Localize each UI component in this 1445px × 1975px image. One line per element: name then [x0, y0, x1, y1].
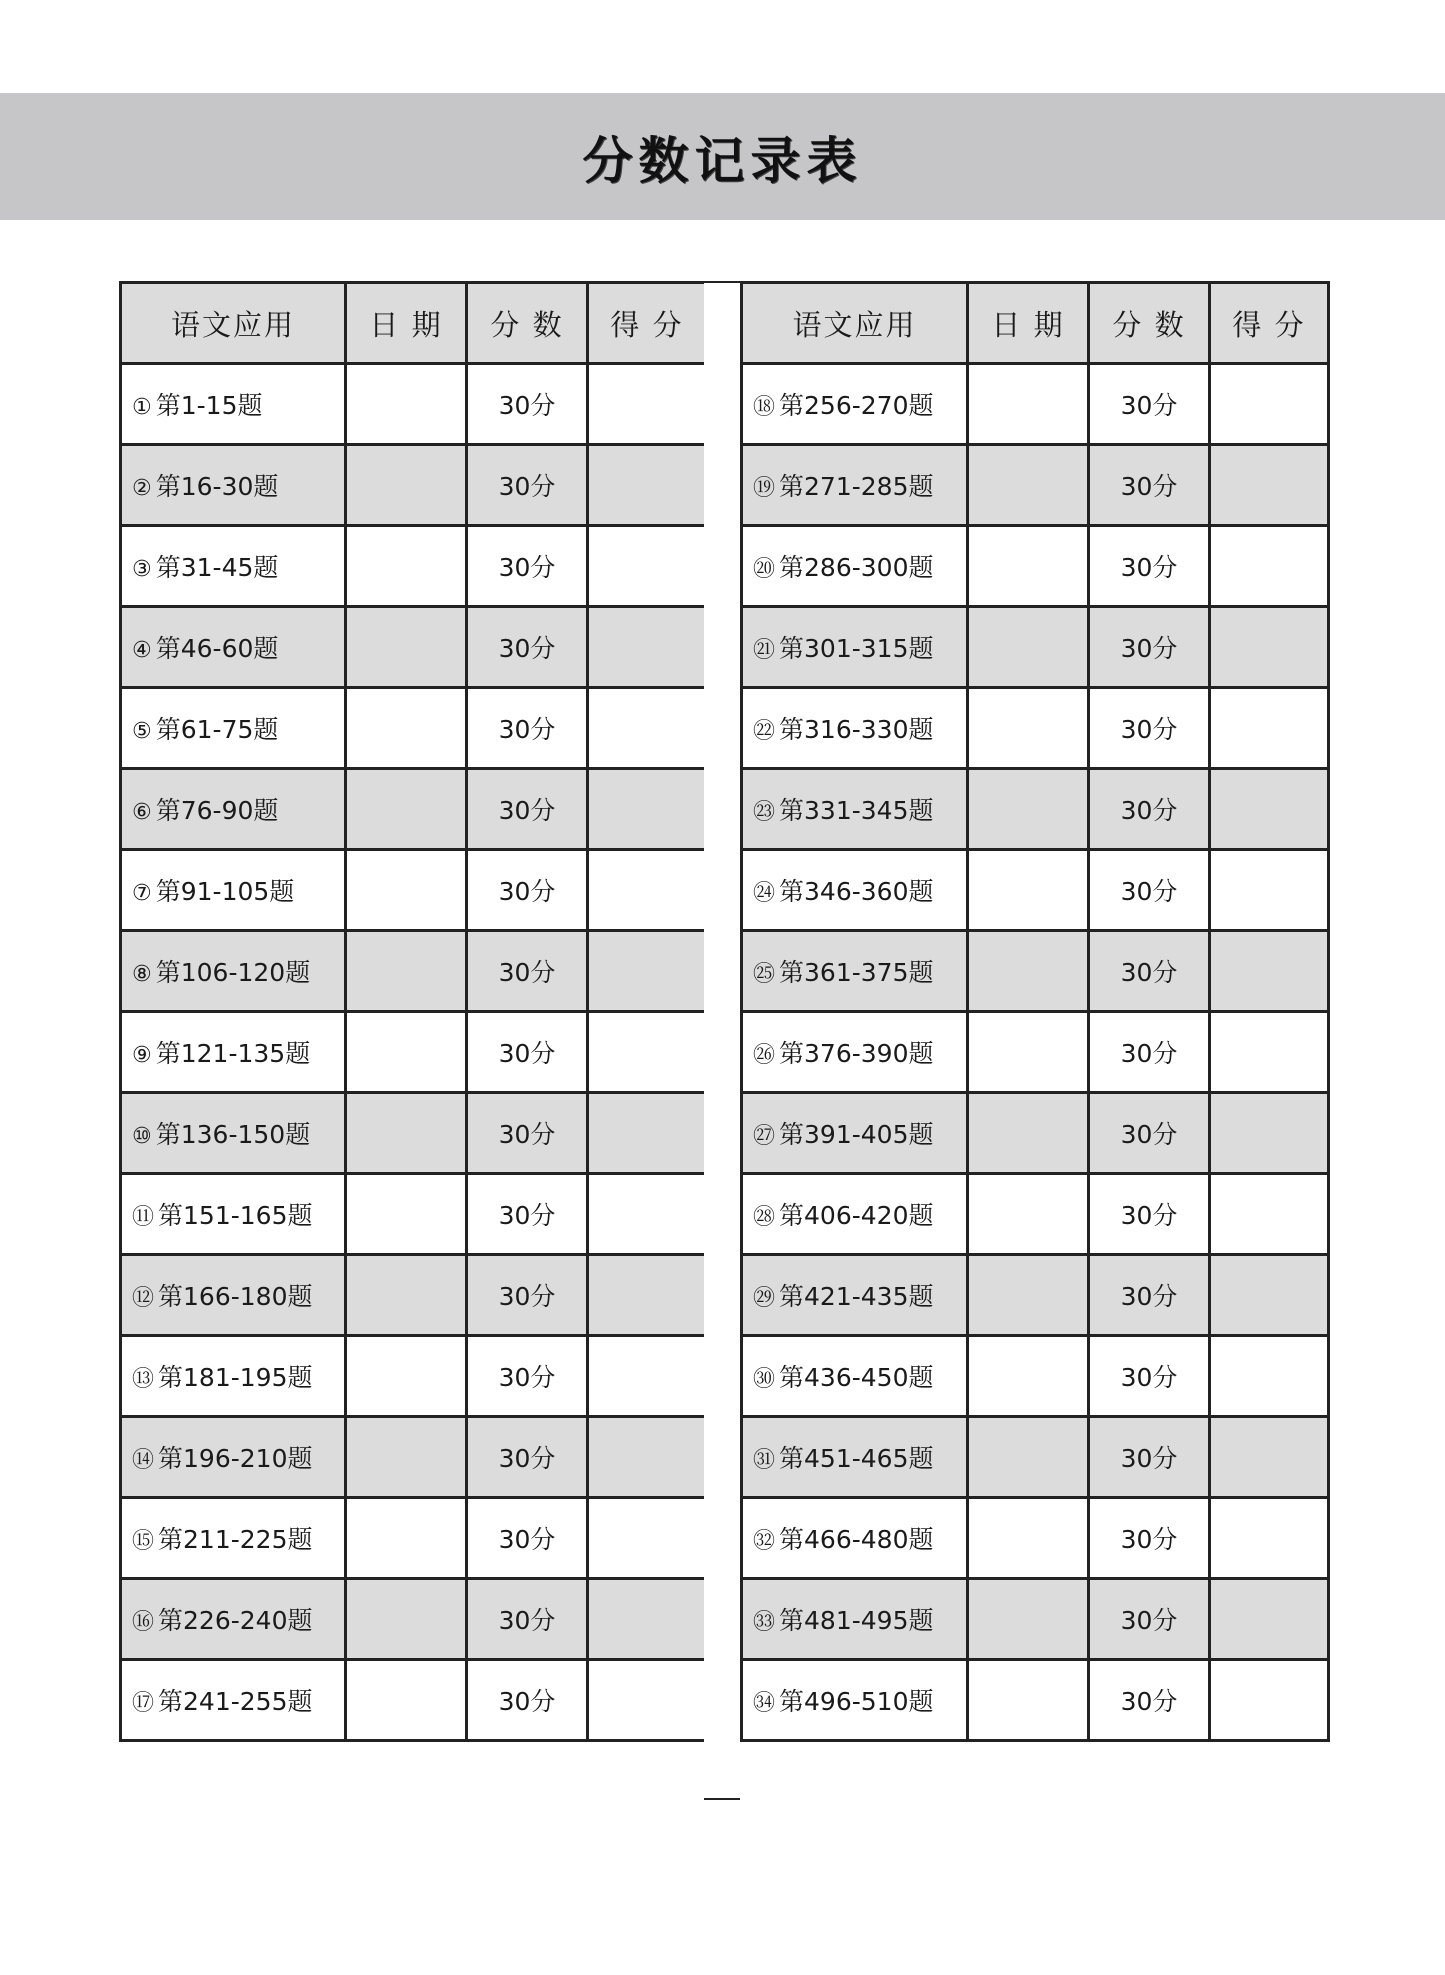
item-number: ㉞ [753, 1691, 776, 1716]
full-score-cell: 30分 [467, 850, 588, 931]
got-score-cell[interactable] [1210, 1174, 1329, 1255]
item-cell [121, 1579, 346, 1660]
got-score-cell[interactable] [588, 1012, 707, 1093]
header-date: 日 期 [968, 283, 1089, 364]
item-range: 第406-420题 [779, 1201, 934, 1230]
table-row [121, 850, 707, 931]
date-cell[interactable] [968, 1012, 1089, 1093]
item-cell [742, 1336, 968, 1417]
table-row [121, 1498, 707, 1579]
item-number: ④ [132, 638, 152, 663]
got-score-cell[interactable] [1210, 1255, 1329, 1336]
full-score-cell: 30分 [1089, 1579, 1210, 1660]
got-score-cell[interactable] [1210, 1498, 1329, 1579]
full-score-cell: 30分 [1089, 445, 1210, 526]
item-range: 第91-105题 [155, 877, 295, 906]
table-row [742, 1012, 1329, 1093]
full-score-cell: 30分 [467, 769, 588, 850]
item-cell [742, 1579, 968, 1660]
date-cell[interactable] [968, 1498, 1089, 1579]
item-number: ㉜ [753, 1529, 776, 1554]
item-number: ⑧ [132, 962, 152, 987]
item-number: ② [132, 476, 152, 501]
item-number: ⑱ [753, 395, 776, 420]
date-cell[interactable] [346, 526, 467, 607]
item-cell [121, 1012, 346, 1093]
got-score-cell[interactable] [1210, 1417, 1329, 1498]
item-range: 第16-30题 [155, 472, 279, 501]
item-range: 第451-465题 [779, 1444, 934, 1473]
item-number: ⑬ [132, 1367, 155, 1392]
title-banner [0, 93, 1445, 220]
got-score-cell[interactable] [588, 1660, 707, 1741]
got-score-cell[interactable] [1210, 1579, 1329, 1660]
full-score-cell: 30分 [467, 1093, 588, 1174]
got-score-cell[interactable] [588, 607, 707, 688]
item-range: 第271-285题 [779, 472, 934, 501]
item-cell [121, 1093, 346, 1174]
item-cell [121, 607, 346, 688]
full-score-cell: 30分 [1089, 526, 1210, 607]
item-cell [742, 850, 968, 931]
item-cell [121, 1336, 346, 1417]
got-score-cell[interactable] [588, 931, 707, 1012]
got-score-cell[interactable] [1210, 1093, 1329, 1174]
item-range: 第211-225题 [158, 1525, 313, 1554]
date-cell[interactable] [346, 1417, 467, 1498]
item-range: 第76-90题 [155, 796, 279, 825]
date-cell[interactable] [346, 688, 467, 769]
date-cell[interactable] [346, 1498, 467, 1579]
date-cell[interactable] [968, 850, 1089, 931]
header-got-score: 得 分 [588, 283, 707, 364]
got-score-cell[interactable] [1210, 931, 1329, 1012]
table-row [742, 1498, 1329, 1579]
item-number: ㉛ [753, 1448, 776, 1473]
header-full-score: 分 数 [467, 283, 588, 364]
got-score-cell[interactable] [588, 526, 707, 607]
item-cell [742, 526, 968, 607]
header-item: 语文应用 [121, 283, 346, 364]
date-cell[interactable] [968, 1660, 1089, 1741]
date-cell[interactable] [968, 1255, 1089, 1336]
got-score-cell[interactable] [1210, 607, 1329, 688]
item-number: ⑦ [132, 881, 152, 906]
item-cell [742, 1093, 968, 1174]
table-body-left [121, 364, 707, 1741]
full-score-cell: 30分 [467, 364, 588, 445]
got-score-cell[interactable] [1210, 1336, 1329, 1417]
table-row [742, 1660, 1329, 1741]
date-cell[interactable] [968, 1174, 1089, 1255]
item-range: 第181-195题 [158, 1363, 313, 1392]
item-range: 第256-270题 [779, 391, 934, 420]
header-got-score: 得 分 [1210, 283, 1329, 364]
item-range: 第346-360题 [779, 877, 934, 906]
full-score-cell: 30分 [467, 1336, 588, 1417]
item-cell [742, 1255, 968, 1336]
got-score-cell[interactable] [1210, 526, 1329, 607]
got-score-cell[interactable] [1210, 1012, 1329, 1093]
item-number: ⑫ [132, 1286, 155, 1311]
item-range: 第61-75题 [155, 715, 279, 744]
item-cell [742, 1174, 968, 1255]
full-score-cell: 30分 [467, 1255, 588, 1336]
table-row [742, 607, 1329, 688]
item-number: ㉘ [753, 1205, 776, 1230]
item-range: 第121-135题 [155, 1039, 311, 1068]
item-cell [121, 1255, 346, 1336]
table-row [121, 526, 707, 607]
full-score-cell: 30分 [1089, 607, 1210, 688]
full-score-cell: 30分 [1089, 1498, 1210, 1579]
got-score-cell[interactable] [588, 769, 707, 850]
got-score-cell[interactable] [588, 1498, 707, 1579]
full-score-cell: 30分 [467, 1498, 588, 1579]
item-cell [742, 1417, 968, 1498]
date-cell[interactable] [968, 1093, 1089, 1174]
item-range: 第316-330题 [779, 715, 934, 744]
item-number: ㉓ [753, 800, 776, 825]
item-cell [742, 607, 968, 688]
date-cell[interactable] [346, 1660, 467, 1741]
table-row [121, 931, 707, 1012]
item-range: 第436-450题 [779, 1363, 934, 1392]
item-cell [121, 1660, 346, 1741]
got-score-cell[interactable] [1210, 364, 1329, 445]
table-row [742, 1093, 1329, 1174]
table-row [742, 526, 1329, 607]
table-row [742, 1417, 1329, 1498]
got-score-cell[interactable] [588, 364, 707, 445]
date-cell[interactable] [968, 1336, 1089, 1417]
full-score-cell: 30分 [1089, 1174, 1210, 1255]
date-cell[interactable] [968, 931, 1089, 1012]
score-table-left [119, 281, 708, 1742]
table-row [742, 1255, 1329, 1336]
table-row [742, 850, 1329, 931]
full-score-cell: 30分 [1089, 931, 1210, 1012]
table-row [121, 1579, 707, 1660]
got-score-cell[interactable] [588, 1417, 707, 1498]
table-row [121, 607, 707, 688]
date-cell[interactable] [968, 1417, 1089, 1498]
table-row [742, 688, 1329, 769]
item-range: 第376-390题 [779, 1039, 934, 1068]
score-table-right [740, 281, 1330, 1742]
table-row [121, 1336, 707, 1417]
item-cell [742, 364, 968, 445]
item-number: ⑩ [132, 1124, 152, 1149]
item-number: ⑨ [132, 1043, 152, 1068]
item-number: ㉗ [753, 1124, 776, 1149]
table-row [742, 769, 1329, 850]
header-full-score: 分 数 [1089, 283, 1210, 364]
item-range: 第361-375题 [779, 958, 934, 987]
full-score-cell: 30分 [467, 607, 588, 688]
date-cell[interactable] [346, 445, 467, 526]
date-cell[interactable] [968, 607, 1089, 688]
item-range: 第166-180题 [158, 1282, 313, 1311]
item-cell [121, 1174, 346, 1255]
item-number: ⑥ [132, 800, 152, 825]
date-cell[interactable] [346, 607, 467, 688]
date-cell[interactable] [968, 1579, 1089, 1660]
item-cell [121, 850, 346, 931]
table-row [121, 769, 707, 850]
full-score-cell: 30分 [1089, 1336, 1210, 1417]
table-row [121, 1012, 707, 1093]
full-score-cell: 30分 [1089, 1417, 1210, 1498]
item-cell [121, 364, 346, 445]
item-cell [121, 688, 346, 769]
got-score-cell[interactable] [588, 1093, 707, 1174]
date-cell[interactable] [346, 931, 467, 1012]
item-number: ㉑ [753, 638, 776, 663]
table-header-row [742, 283, 1329, 364]
date-cell[interactable] [346, 1255, 467, 1336]
table-row [121, 688, 707, 769]
table-row [121, 364, 707, 445]
item-range: 第301-315题 [779, 634, 934, 663]
full-score-cell: 30分 [1089, 688, 1210, 769]
full-score-cell: 30分 [1089, 1660, 1210, 1741]
item-cell [742, 931, 968, 1012]
table-row [121, 1660, 707, 1741]
date-cell[interactable] [346, 1012, 467, 1093]
full-score-cell: 30分 [467, 1012, 588, 1093]
item-range: 第31-45题 [155, 553, 279, 582]
full-score-cell: 30分 [467, 445, 588, 526]
header-date: 日 期 [346, 283, 467, 364]
got-score-cell[interactable] [1210, 850, 1329, 931]
full-score-cell: 30分 [467, 931, 588, 1012]
got-score-cell[interactable] [588, 688, 707, 769]
date-cell[interactable] [968, 688, 1089, 769]
got-score-cell[interactable] [1210, 1660, 1329, 1741]
item-number: ⑯ [132, 1610, 155, 1635]
item-number: ㉚ [753, 1367, 776, 1392]
table-row [121, 1174, 707, 1255]
full-score-cell: 30分 [1089, 1093, 1210, 1174]
item-cell [742, 688, 968, 769]
item-number: ⑮ [132, 1529, 155, 1554]
full-score-cell: 30分 [467, 1417, 588, 1498]
item-cell [742, 1012, 968, 1093]
item-range: 第331-345题 [779, 796, 934, 825]
item-range: 第106-120题 [155, 958, 311, 987]
full-score-cell: 30分 [1089, 364, 1210, 445]
table-row [742, 1174, 1329, 1255]
date-cell[interactable] [968, 364, 1089, 445]
got-score-cell[interactable] [588, 1336, 707, 1417]
full-score-cell: 30分 [1089, 850, 1210, 931]
date-cell[interactable] [968, 445, 1089, 526]
item-cell [121, 1498, 346, 1579]
table-row [742, 1579, 1329, 1660]
item-cell [742, 1660, 968, 1741]
got-score-cell[interactable] [588, 1255, 707, 1336]
item-range: 第136-150题 [155, 1120, 311, 1149]
item-cell [742, 769, 968, 850]
item-range: 第151-165题 [158, 1201, 313, 1230]
full-score-cell: 30分 [467, 526, 588, 607]
got-score-cell[interactable] [1210, 769, 1329, 850]
date-cell[interactable] [346, 1093, 467, 1174]
got-score-cell[interactable] [588, 1579, 707, 1660]
full-score-cell: 30分 [1089, 769, 1210, 850]
item-number: ㉔ [753, 881, 776, 906]
full-score-cell: 30分 [467, 1660, 588, 1741]
header-item: 语文应用 [742, 283, 968, 364]
got-score-cell[interactable] [588, 445, 707, 526]
full-score-cell: 30分 [467, 688, 588, 769]
table-row [121, 1255, 707, 1336]
date-cell[interactable] [346, 769, 467, 850]
item-number: ⑳ [753, 557, 776, 582]
item-range: 第481-495题 [779, 1606, 934, 1635]
table-row [742, 1336, 1329, 1417]
table-header-row [121, 283, 707, 364]
date-cell[interactable] [968, 526, 1089, 607]
item-range: 第1-15题 [155, 391, 263, 420]
date-cell[interactable] [346, 1579, 467, 1660]
full-score-cell: 30分 [467, 1579, 588, 1660]
table-row [742, 445, 1329, 526]
got-score-cell[interactable] [588, 1174, 707, 1255]
got-score-cell[interactable] [1210, 445, 1329, 526]
date-cell[interactable] [968, 769, 1089, 850]
item-range: 第421-435题 [779, 1282, 934, 1311]
item-number: ⑤ [132, 719, 152, 744]
full-score-cell: 30分 [467, 1174, 588, 1255]
item-range: 第496-510题 [779, 1687, 934, 1716]
item-number: ⑭ [132, 1448, 155, 1473]
item-number: ⑪ [132, 1205, 155, 1230]
item-number: ㉒ [753, 719, 776, 744]
date-cell[interactable] [346, 1336, 467, 1417]
item-range: 第241-255题 [158, 1687, 313, 1716]
table-row [742, 364, 1329, 445]
got-score-cell[interactable] [1210, 688, 1329, 769]
item-range: 第226-240题 [158, 1606, 313, 1635]
item-cell [121, 931, 346, 1012]
item-number: ㉖ [753, 1043, 776, 1068]
item-range: 第391-405题 [779, 1120, 934, 1149]
table-row [121, 445, 707, 526]
item-range: 第466-480题 [779, 1525, 934, 1554]
item-number: ⑲ [753, 476, 776, 501]
item-cell [742, 1498, 968, 1579]
item-cell [121, 1417, 346, 1498]
full-score-cell: 30分 [1089, 1255, 1210, 1336]
item-number: ⑰ [132, 1691, 155, 1716]
item-range: 第286-300题 [779, 553, 934, 582]
item-number: ③ [132, 557, 152, 582]
item-number: ㉝ [753, 1610, 776, 1635]
table-row [742, 931, 1329, 1012]
item-range: 第196-210题 [158, 1444, 313, 1473]
date-cell[interactable] [346, 850, 467, 931]
table-row [121, 1417, 707, 1498]
date-cell[interactable] [346, 364, 467, 445]
item-cell [742, 445, 968, 526]
item-cell [121, 769, 346, 850]
item-range: 第46-60题 [155, 634, 279, 663]
table-gap-divider [704, 281, 740, 1800]
date-cell[interactable] [346, 1174, 467, 1255]
item-number: ① [132, 395, 152, 420]
item-cell [121, 526, 346, 607]
got-score-cell[interactable] [588, 850, 707, 931]
item-number: ㉕ [753, 962, 776, 987]
page-title: 分数记录表 [582, 130, 863, 190]
table-row [121, 1093, 707, 1174]
table-body-right [742, 364, 1329, 1741]
item-cell [121, 445, 346, 526]
full-score-cell: 30分 [1089, 1012, 1210, 1093]
item-number: ㉙ [753, 1286, 776, 1311]
